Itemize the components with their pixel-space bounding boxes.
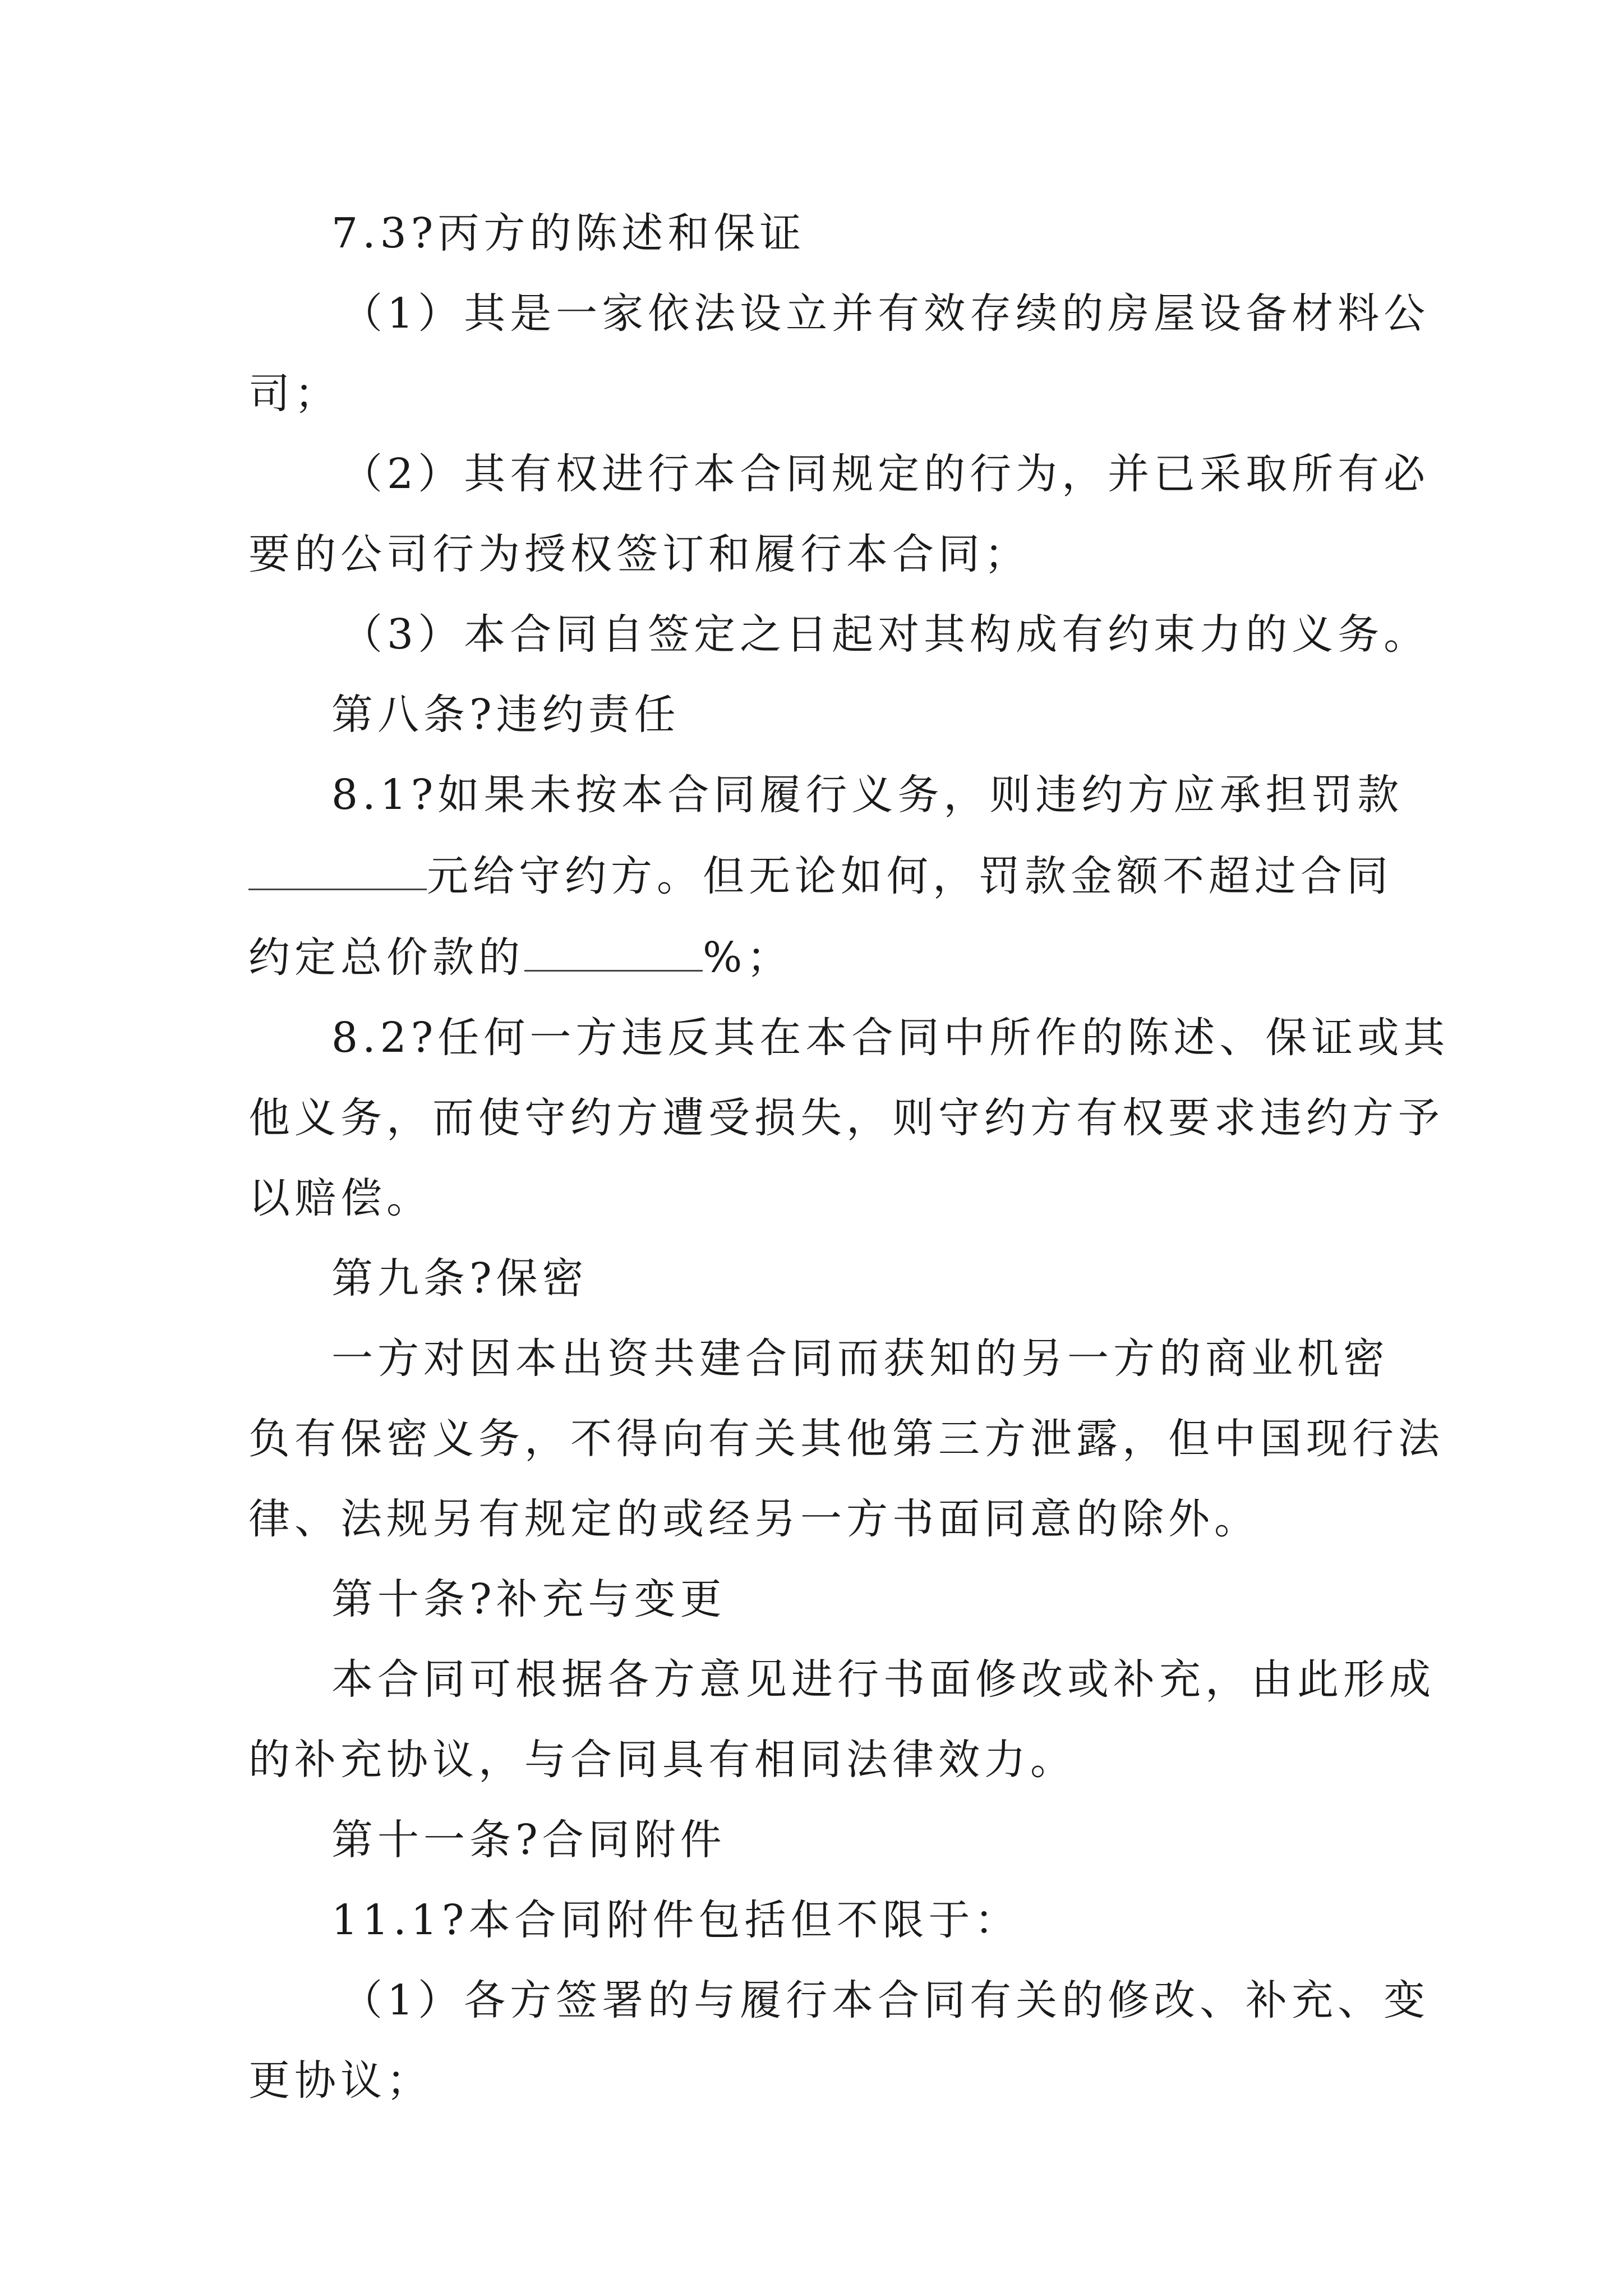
clause-7-3-2-line-1: （2）其有权进行本合同规定的行为，并已采取所有必	[341, 450, 1430, 498]
clause-8-2-line-1: 8.2?任何一方违反其在本合同中所作的陈述、保证或其	[331, 1014, 1450, 1062]
article-9-body-line-2: 负有保密义务，不得向有关其他第三方泄露，但中国现行法	[248, 1415, 1444, 1463]
clause-7-3-2-line-2: 要的公司行为授权签订和履行本合同；	[248, 530, 1030, 578]
article-9-body-line-3: 律、法规另有规定的或经另一方书面同意的除外。	[248, 1495, 1260, 1543]
clause-7-3-1-line-2: 司；	[248, 370, 340, 418]
article-9-body-line-1: 一方对因本出资共建合同而获知的另一方的商业机密	[331, 1335, 1389, 1383]
article-8-heading: 第八条?违约责任	[331, 691, 680, 739]
clause-7-3-3: （3）本合同自签定之日起对其构成有约束力的义务。	[341, 610, 1430, 659]
clause-11-1-1-line-1: （1）各方签署的与履行本合同有关的修改、补充、变	[341, 1976, 1430, 2024]
article-10-heading: 第十条?补充与变更	[331, 1575, 726, 1623]
clause-8-1-line-3-end: %；	[703, 933, 793, 982]
article-10-body-line-1: 本合同可根据各方意见进行书面修改或补充，由此形成	[331, 1655, 1435, 1704]
clause-8-1-line-1: 8.1?如果未按本合同履行义务，则违约方应承担罚款	[331, 771, 1404, 819]
article-11-heading: 第十一条?合同附件	[331, 1816, 726, 1864]
clause-7-3-1-line-1: （1）其是一家依法设立并有效存续的房屋设备材料公	[341, 289, 1430, 338]
article-9-heading: 第九条?保密	[331, 1254, 588, 1303]
document-body	[248, 206, 1450, 2108]
clause-8-1-line-3-text: 约定总价款的	[248, 933, 524, 982]
percentage-blank	[524, 930, 703, 972]
clause-11-1-1-line-2: 更协议；	[248, 2056, 432, 2105]
article-10-body-line-2: 的补充协议，与合同具有相同法律效力。	[248, 1736, 1076, 1784]
clause-11-1: 11.1?本合同附件包括但不限于：	[331, 1896, 1021, 1944]
clause-8-1-line-2-text: 元给守约方。但无论如何，罚款金额不超过合同	[427, 852, 1393, 900]
clause-8-1-line-2	[248, 848, 1393, 903]
clause-8-2-line-3: 以赔偿。	[248, 1174, 432, 1222]
section-7-3-heading: 7.3?丙方的陈述和保证	[331, 209, 806, 257]
clause-8-2-line-2: 他义务，而使守约方遭受损失，则守约方有权要求违约方予	[248, 1094, 1444, 1142]
clause-8-1-line-3	[248, 930, 1387, 984]
fine-amount-blank	[248, 848, 427, 890]
